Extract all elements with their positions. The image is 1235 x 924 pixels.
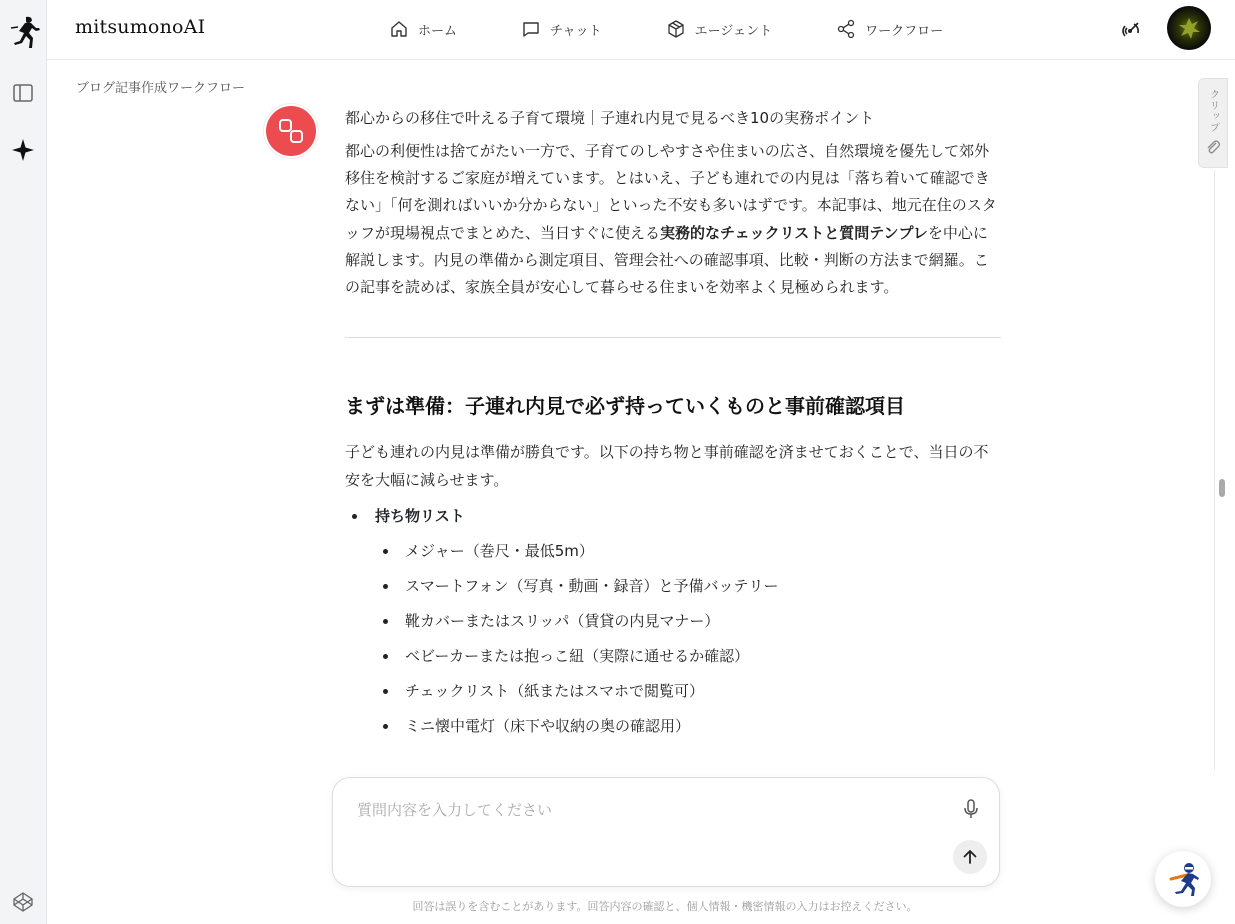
mascot-assistant-button[interactable] bbox=[1155, 851, 1211, 907]
clip-tab[interactable] bbox=[1198, 78, 1228, 168]
nav-agent-label: エージェント bbox=[694, 23, 773, 39]
main-nav bbox=[389, 16, 943, 42]
intro-text-2: を中心に解説します。内見の準備から測定項目、管理会社への確認事項、比較・判断の方法まで網羅。この記事を読めば、家族全員が安心して暮らせる住まいを効率よく見極められます。 bbox=[345, 223, 989, 297]
nav-home-label: ホーム bbox=[418, 23, 458, 39]
sub-list bbox=[375, 538, 1005, 739]
nav-workflow[interactable] bbox=[836, 16, 943, 42]
ninja-mascot-icon bbox=[1163, 859, 1203, 899]
nav-agent[interactable] bbox=[666, 16, 772, 42]
list-item: ミニ懐中電灯（床下や収納の奥の確認用） bbox=[375, 713, 1005, 739]
nav-home[interactable] bbox=[389, 16, 457, 42]
left-rail bbox=[0, 0, 47, 924]
assistant-message bbox=[345, 100, 1005, 748]
arrow-up-icon bbox=[961, 848, 979, 866]
share-nodes-icon bbox=[836, 19, 856, 39]
user-avatar[interactable] bbox=[1167, 6, 1211, 50]
message-title: 都心からの移住で叶える子育て環境｜子連れ内見で見るべき10の実務ポイント bbox=[345, 109, 875, 127]
nav-chat[interactable] bbox=[521, 16, 602, 42]
list-item bbox=[345, 504, 1005, 739]
intro-text-1: 都心の利便性は捨てがたい一方で、子育てのしやすさや住まいの広さ、自然環境を優先して郊外移住を検討するご家庭が増えています。とはいえ、子ども連れでの内見は「落ち着いて確認できない」「何を測ればいいか分からない」といった不安も多いはずです。本記事は、地元在住のスタッフが現場視点でまとめた、当日すぐに使える bbox=[345, 142, 997, 242]
intro-bold: 実務的なチェックリストと質問テンプレ bbox=[660, 223, 928, 242]
send-button[interactable] bbox=[953, 840, 987, 874]
top-header bbox=[47, 0, 1235, 60]
chat-input-box bbox=[332, 777, 1000, 887]
sparkle-icon[interactable] bbox=[10, 137, 36, 163]
home-icon bbox=[389, 19, 409, 39]
list-title: 持ち物リスト bbox=[375, 507, 465, 526]
scrollbar-track[interactable] bbox=[1214, 170, 1228, 770]
section-paragraph: 子ども連れの内見は準備が勝負です。以下の持ち物と事前確認を済ませておくことで、当日の不安を大幅に減らせます。 bbox=[345, 443, 989, 489]
list-item: スマートフォン（写真・動画・録音）と予備バッテリー bbox=[375, 573, 1005, 599]
nav-chat-label: チャット bbox=[550, 23, 602, 39]
brand-name[interactable]: mitsumonoAI bbox=[75, 16, 206, 38]
runner-logo-icon[interactable] bbox=[8, 14, 40, 50]
section-heading: まずは準備：子連れ内見で必ず持っていくものと事前確認項目 bbox=[345, 394, 905, 419]
breadcrumb[interactable]: ブログ記事作成ワークフロー bbox=[76, 81, 246, 96]
nav-workflow-label: ワークフロー bbox=[865, 23, 944, 39]
list-item: 靴カバーまたはスリッパ（賃貸の内見マナー） bbox=[375, 608, 1005, 634]
sidebar-toggle-icon[interactable] bbox=[10, 80, 36, 106]
chat-icon bbox=[521, 19, 541, 39]
workflow-bot-icon bbox=[277, 117, 305, 145]
clip-tab-label: クリップ bbox=[1207, 89, 1219, 133]
divider bbox=[345, 337, 1001, 338]
list-item: メジャー（巻尺・最低5m） bbox=[375, 538, 1005, 564]
bot-avatar bbox=[263, 103, 319, 159]
paperclip-icon bbox=[1205, 139, 1221, 155]
broadcast-icon[interactable] bbox=[1119, 18, 1143, 42]
message-intro bbox=[345, 138, 1001, 301]
checklist bbox=[345, 504, 1005, 739]
chat-input[interactable] bbox=[357, 798, 937, 822]
scrollbar-thumb[interactable] bbox=[1219, 479, 1225, 497]
microphone-icon[interactable] bbox=[959, 797, 983, 821]
list-item: チェックリスト（紙またはスマホで閲覧可） bbox=[375, 678, 1005, 704]
cube-icon bbox=[666, 19, 686, 39]
list-item: ベビーカーまたは抱っこ紐（実際に通せるか確認） bbox=[375, 643, 1005, 669]
disclaimer-text: 回答は誤りを含むことがあります。回答内容の確認と、個人情報・機密情報の入力はお控えください。 bbox=[412, 900, 918, 913]
